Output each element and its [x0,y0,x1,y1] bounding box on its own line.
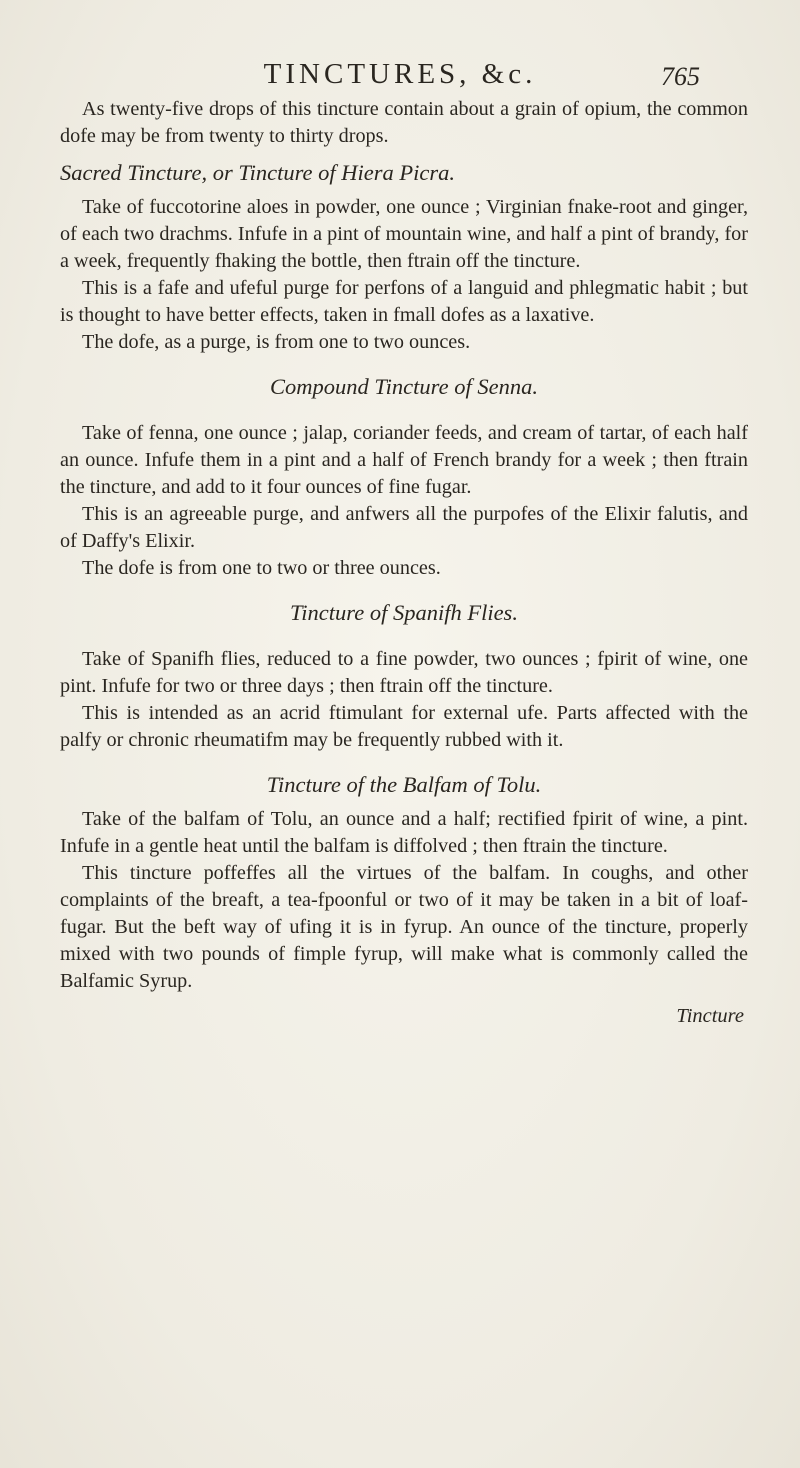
section-paragraph: This is intended as an acrid ftimulant for external ufe. Parts affected with the palfy or chronic rheumatifm may be frequently rubbed with it. [60,702,748,751]
section-paragraph: Take of fenna, one ounce ; jalap, coriander feeds, and cream of tartar, of each half an ounce. Infufe them in a pint and a half of French brandy for a week ; then ftrain the tincture, and add to it four ounces of fine fugar. [60,422,748,498]
section-paragraph: This is a fafe and ufeful purge for perfons of a languid and phlegmatic habit ; but is thought to have better effects, taken in fmall dofes as a laxative. [60,277,748,326]
section-paragraph: Take of fuccotorine aloes in powder, one ounce ; Virginian fnake-root and ginger, of each two drachms. Infufe in a pint of mountain wine, and half a pint of brandy, for a week, frequently fhaking the bottle, then ftrain off the tincture. [60,196,748,272]
section-paragraph: This is an agreeable purge, and anfwers all the purpofes of the Elixir falutis, and of Daffy's Elixir. [60,503,748,552]
page-body [60,96,748,1028]
section-paragraph: Take of the balfam of Tolu, an ounce and a half; rectified fpirit of wine, a pint. Infufe in a gentle heat until the balfam is diffolved ; then ftrain the tincture. [60,808,748,857]
section-paragraph: Take of Spanifh flies, reduced to a fine powder, two ounces ; fpirit of wine, one pint. Infufe for two or three days ; then ftrain off the tincture. [60,648,748,697]
running-title: TINCTURES, &c. [263,58,537,90]
section-heading: Tincture of the Balfam of Tolu. [266,772,542,797]
section-paragraph: This tincture poffeffes all the virtues of the balfam. In coughs, and other complaints of the breaft, a tea-fpoonful or two of it may be taken in a bit of loaf-fugar. But the beft way of ufing it is in fyrup. An ounce of the tincture, properly mixed with two pounds of fimple fyrup, will make what is commonly called the Balfamic Syrup. [60,862,748,992]
page-number: 765 [661,62,700,91]
section-tincture-spanish-flies [60,598,748,754]
section-heading: Tincture of Spanifh Flies. [290,600,518,625]
section-sacred-tincture [60,158,748,356]
section-heading: Sacred Tincture, or Tincture of Hiera Picra. [60,160,455,185]
section-paragraph: The dofe, as a purge, is from one to two ounces. [82,331,471,353]
section-heading: Compound Tincture of Senna. [270,374,538,399]
section-paragraph: The dofe is from one to two or three ounces. [82,557,441,579]
catchword: Tincture [676,1005,744,1027]
section-tincture-balsam-tolu [60,770,748,995]
intro-paragraph: As twenty-five drops of this tincture contain about a grain of opium, the common dofe may be from twenty to thirty drops. [60,98,748,147]
section-compound-tincture-senna [60,372,748,582]
running-head [0,58,800,98]
